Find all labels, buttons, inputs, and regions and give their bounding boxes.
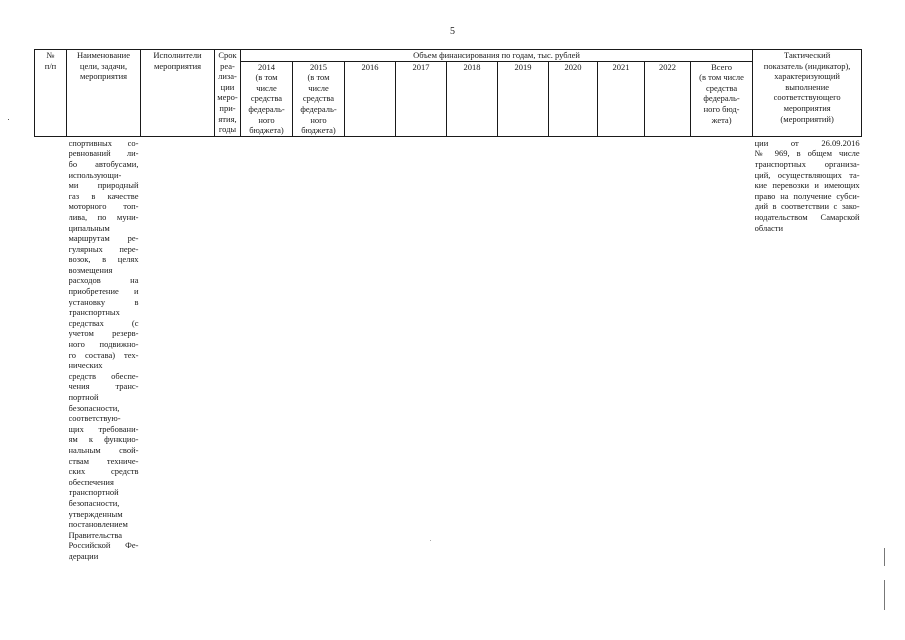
year-note-line: числе: [256, 82, 277, 93]
header-year-2019: [498, 61, 549, 136]
year-label: 2016: [361, 61, 379, 72]
measure-name-line: дерации: [68, 550, 99, 561]
year-note-line: (в том: [307, 72, 330, 83]
header-line: реа-: [220, 60, 235, 71]
header-year-2021: [598, 61, 645, 136]
indicator-line: № 969, в общем числе: [754, 148, 860, 159]
header-line: Исполнители: [153, 50, 202, 60]
header-line: годы: [218, 124, 237, 135]
header-line: характеризующий: [774, 71, 840, 82]
page-number: 5: [450, 26, 455, 37]
measure-name-line: средств обеспе-: [68, 370, 139, 381]
measure-name-line: моторного топ-: [68, 201, 139, 212]
scan-speck: [8, 119, 9, 120]
header-line: п/п: [44, 60, 57, 71]
measure-name-line: транспортной: [68, 487, 119, 498]
header-name: [67, 50, 141, 137]
year-label: 2014: [258, 61, 275, 72]
measure-name-line: маршрутам ре-: [68, 233, 139, 244]
header-line: меро-: [217, 92, 238, 103]
measure-name-line: спортивных со-: [68, 137, 139, 148]
header-line: мероприятия: [153, 60, 202, 71]
measure-name-line: безопасности,: [68, 402, 120, 413]
measure-name-line: чения транс-: [68, 381, 139, 392]
total-line: (в том числе: [699, 72, 744, 83]
measure-name-line: ми природный: [68, 180, 139, 191]
measure-name-line: гулярных пере-: [68, 243, 139, 254]
year-note-line: средства: [250, 93, 283, 104]
scan-edge-mark: [884, 548, 885, 566]
indicator-line: ций, осуществляющих та-: [754, 169, 860, 180]
header-executors: [141, 50, 215, 137]
year-note-line: средства: [302, 93, 335, 104]
header-line: соответствующего: [773, 92, 841, 103]
header-num: [35, 50, 67, 137]
scan-edge-mark: [884, 580, 885, 610]
measure-name-line: газ в качестве: [68, 190, 139, 201]
header-year-2020: [549, 61, 598, 136]
measure-name-line: щих требовани-: [68, 423, 139, 434]
indicator-line: транспортных организа-: [754, 158, 860, 169]
measure-name-line: использующи-: [68, 169, 122, 180]
year-note-line: ного: [310, 114, 327, 125]
measure-name-line: средствах (с: [68, 317, 139, 328]
year-note-line: федераль-: [248, 103, 285, 114]
header-total: [691, 61, 753, 136]
measure-name-line: утвержденным: [68, 508, 123, 519]
header-year-2022: [645, 61, 691, 136]
measure-name-line: ям к функцио-: [68, 434, 139, 445]
indicator-line: области: [754, 222, 784, 233]
year-note-line: бюджета): [249, 125, 284, 136]
header-line: цели, задачи,: [79, 60, 128, 71]
header-year-2015: [293, 61, 345, 136]
year-label: 2015: [310, 61, 327, 72]
measure-name-line: возок, в целях: [68, 254, 139, 265]
measure-name-line: возмещения: [68, 264, 113, 275]
header-indicator: [753, 50, 862, 137]
measure-name-line: соответствую-: [68, 413, 121, 424]
measure-name-line: ских средств: [68, 466, 139, 477]
header-line: ятия,: [218, 113, 237, 124]
measure-name-line: установку в: [68, 296, 139, 307]
measure-name-line: го состава) тех-: [68, 349, 139, 360]
measure-name-line: бо автобусами,: [68, 158, 139, 169]
indicator-cell: [753, 136, 862, 562]
header-line: выполнение: [785, 81, 830, 92]
measure-name-line: учетом резерв-: [68, 328, 139, 339]
funding-table: [34, 49, 862, 563]
measure-name-line: Правительства: [68, 529, 122, 540]
year-note-line: ного: [258, 114, 275, 125]
measure-name-line: нальным свой-: [68, 444, 139, 455]
header-line: №: [46, 50, 55, 60]
header-line: лиза-: [218, 71, 237, 82]
measure-name-line: расходов на: [68, 275, 139, 286]
year-note-line: бюджета): [301, 125, 336, 136]
indicator-line: дий в соответствии с зако-: [754, 201, 860, 212]
total-line: ного бюд-: [703, 103, 740, 114]
year-note-line: (в том: [255, 72, 278, 83]
measure-name-line: Российской Фе-: [68, 540, 139, 551]
indicator-line: нодательством Самарской: [754, 211, 860, 222]
measure-name-line: безопасности,: [68, 497, 120, 508]
header-line: мероприятия: [783, 102, 831, 113]
header-year-2016: [345, 61, 396, 136]
measure-name-line: лива, по муни-: [68, 211, 139, 222]
measure-name-line: ревнований ли-: [68, 148, 139, 159]
header-year-2018: [447, 61, 498, 136]
measure-name-line: нических: [68, 360, 103, 371]
indicator-line: кие перевозки и имеющих: [754, 180, 860, 191]
year-label: 2021: [612, 61, 630, 72]
year-note-line: федераль-: [300, 103, 337, 114]
total-line: Всего: [711, 61, 732, 72]
year-label: 2020: [564, 61, 582, 72]
measure-name-line: приобретение и: [68, 286, 139, 297]
header-line: (мероприятий): [780, 113, 834, 124]
indicator-line: право на получение субси-: [754, 190, 860, 201]
measure-name-line: портной: [68, 392, 99, 402]
measure-name-line: ципальным: [68, 222, 110, 233]
header-funding-title: Объем финансирования по годам, тыс. рублей: [241, 50, 753, 62]
header-year-2017: [396, 61, 447, 136]
measure-name-cell: [67, 136, 141, 562]
measure-name-line: ного подвижно-: [68, 339, 139, 350]
measure-name-line: ствам техниче-: [68, 455, 139, 466]
measure-name-line: обеспечения: [68, 476, 114, 487]
measure-name-line: транспортных: [68, 307, 120, 318]
header-line: Наименование: [77, 50, 130, 60]
total-line: федераль-: [703, 93, 740, 104]
year-label: 2022: [659, 61, 676, 72]
year-label: 2018: [463, 61, 481, 72]
year-label: 2019: [514, 61, 532, 72]
header-year-2014: [241, 61, 293, 136]
measure-name-line: постановлением: [68, 519, 128, 530]
year-label: 2017: [412, 61, 430, 72]
header-line: Тактический: [783, 50, 831, 60]
header-line: показатель (индикатор),: [763, 60, 851, 71]
header-line: при-: [219, 102, 236, 113]
header-line: Срок: [218, 50, 237, 60]
indicator-line: ции от 26.09.2016: [754, 137, 860, 148]
total-line: средства: [705, 82, 738, 93]
header-line: ции: [220, 81, 235, 92]
year-note-line: числе: [308, 82, 329, 93]
header-term: [215, 50, 241, 137]
header-line: мероприятия: [79, 71, 128, 82]
total-line: жета): [711, 114, 732, 125]
